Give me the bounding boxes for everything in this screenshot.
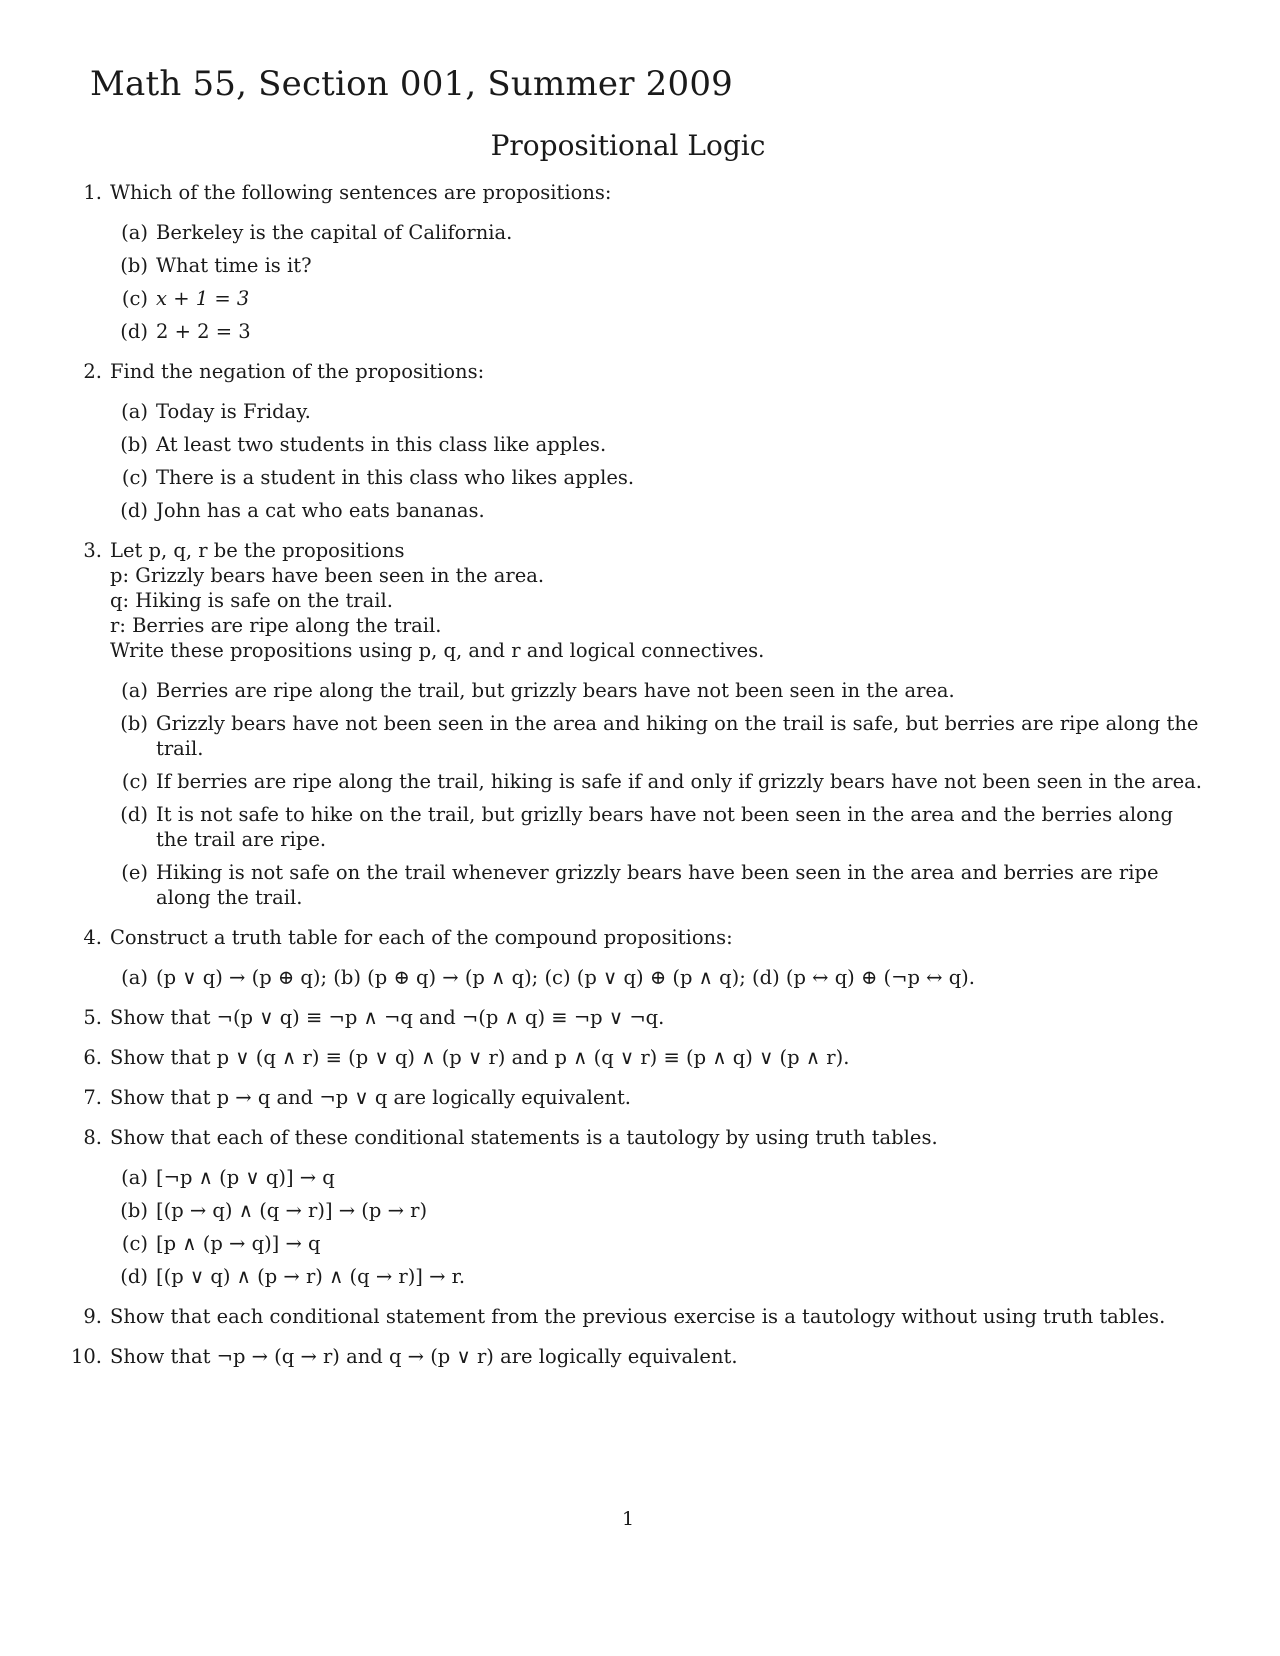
problem-list [70,180,1210,1384]
subproblem-text: [¬p ∧ (p ∨ q)] → q [156,1166,335,1189]
problem-text: Find the negation of the propositions: [110,360,485,383]
subproblem-text: Berries are ripe along the trail, but grizzly bears have not been seen in the area. [156,679,955,702]
subproblem-label: (a) [121,400,148,423]
problem-text: Show that p → q and ¬p ∨ q are logically equivalent. [110,1086,631,1109]
subproblem-label: (b) [120,1199,148,1222]
definition-q: q: Hiking is safe on the trail. [110,589,393,612]
problem-number: 5. [83,1006,102,1029]
problem-number: 7. [83,1086,102,1109]
subproblem-text: Today is Friday. [156,400,311,423]
problem-number: 3. [83,539,102,562]
subproblem-text: 2 + 2 = 3 [156,320,251,343]
subproblem-label: (d) [120,803,148,826]
subproblem-label: (d) [120,1265,148,1288]
subproblem-label: (c) [121,770,148,793]
subproblem-list [110,678,1210,910]
problem-number: 1. [83,181,102,204]
problem-text: Construct a truth table for each of the compound propositions: [110,926,733,949]
subproblem [110,432,1210,457]
subproblem-text: There is a student in this class who likes apples. [156,466,635,489]
page-number: 1 [621,1508,635,1530]
problem-text: Show that p ∨ (q ∧ r) ≡ (p ∨ q) ∧ (p ∨ r) and p ∧ (q ∨ r) ≡ (p ∧ q) ∨ (p ∧ r). [110,1046,850,1069]
problem-number: 10. [70,1345,102,1368]
course-title: Math 55, Section 001, Summer 2009 [90,64,733,104]
subproblem-text: What time is it? [156,254,312,277]
subproblem-text: [p ∧ (p → q)] → q [156,1232,321,1255]
subproblem [110,399,1210,424]
problem-number: 9. [83,1305,102,1328]
subproblem-label: (b) [120,433,148,456]
document-title: Propositional Logic [490,129,766,162]
subproblem-text: Grizzly bears have not been seen in the area and hiking on the trail is safe, but berries are ripe along the trail. [156,712,1199,760]
subproblem-label: (b) [120,712,148,735]
subproblem-label: (e) [121,861,148,884]
problem-instruction: Write these propositions using p, q, and r and logical connectives. [110,639,765,662]
subproblem-label: (a) [121,679,148,702]
subproblem-label: (d) [120,320,148,343]
subproblem [110,319,1210,344]
problem-4 [70,925,1210,990]
subproblem-text: Berkeley is the capital of California. [156,221,513,244]
subproblem-text: (p ∨ q) → (p ⊕ q); (b) (p ⊕ q) → (p ∧ q); (c) (p ∨ q) ⊕ (p ∧ q); (d) (p ↔ q) ⊕ (¬p ↔ q). [156,966,975,989]
subproblem-label: (a) [121,966,148,989]
subproblem-list [110,399,1210,523]
subproblem-label: (a) [121,221,148,244]
subproblem-label: (c) [121,466,148,489]
problem-6 [70,1045,1210,1070]
subproblem-label: (c) [121,1232,148,1255]
subproblem-text: [(p → q) ∧ (q → r)] → (p → r) [156,1199,428,1222]
definition-r: r: Berries are ripe along the trail. [110,614,442,637]
problem-number: 4. [83,926,102,949]
problem-number: 6. [83,1046,102,1069]
subproblem-list [110,1165,1210,1289]
problem-5 [70,1005,1210,1030]
subproblem [110,498,1210,523]
subproblem-text: John has a cat who eats bananas. [156,499,485,522]
problem-text: Show that ¬p → (q → r) and q → (p ∨ r) are logically equivalent. [110,1345,738,1368]
subproblem [110,220,1210,245]
subproblem-label: (a) [121,1166,148,1189]
problem-9 [70,1304,1210,1329]
subproblem-text: [(p ∨ q) ∧ (p → r) ∧ (q → r)] → r. [156,1265,466,1288]
subproblem-text: Hiking is not safe on the trail whenever grizzly bears have been seen in the area and berries are ripe along the trail. [156,861,1159,909]
subproblem [110,253,1210,278]
subproblem-list [110,965,1210,990]
problem-7 [70,1085,1210,1110]
subproblem-text: At least two students in this class like apples. [156,433,607,456]
subproblem [110,769,1210,794]
subproblem [110,1165,1210,1190]
subproblem-text: If berries are ripe along the trail, hiking is safe if and only if grizzly bears have not been seen in the area. [156,770,1202,793]
subproblem-text: x + 1 = 3 [156,287,250,310]
subproblem [110,1198,1210,1223]
subproblem-text: It is not safe to hike on the trail, but grizlly bears have not been seen in the area and the berries along the trail are ripe. [156,803,1173,851]
subproblem-label: (b) [120,254,148,277]
problem-3 [70,538,1210,910]
problem-text: Show that ¬(p ∨ q) ≡ ¬p ∧ ¬q and ¬(p ∧ q) ≡ ¬p ∨ ¬q. [110,1006,665,1029]
subproblem [110,678,1210,703]
problem-text: Let p, q, r be the propositions [110,539,405,562]
subproblem [110,1264,1210,1289]
subproblem [110,860,1210,910]
subproblem-list [110,220,1210,344]
subproblem [110,465,1210,490]
problem-10 [70,1344,1210,1369]
subproblem [110,965,1210,990]
problem-1 [70,180,1210,344]
subproblem [110,802,1210,852]
problem-8 [70,1125,1210,1289]
problem-number: 8. [83,1126,102,1149]
subproblem [110,1231,1210,1256]
subproblem [110,286,1210,311]
problem-number: 2. [83,360,102,383]
definition-p: p: Grizzly bears have been seen in the area. [110,564,545,587]
problem-2 [70,359,1210,523]
subproblem-label: (c) [121,287,148,310]
problem-text: Show that each of these conditional statements is a tautology by using truth tables. [110,1126,938,1149]
problem-text: Which of the following sentences are propositions: [110,181,612,204]
subproblem [110,711,1210,761]
problem-text: Show that each conditional statement from the previous exercise is a tautology without using truth tables. [110,1305,1166,1328]
subproblem-label: (d) [120,499,148,522]
